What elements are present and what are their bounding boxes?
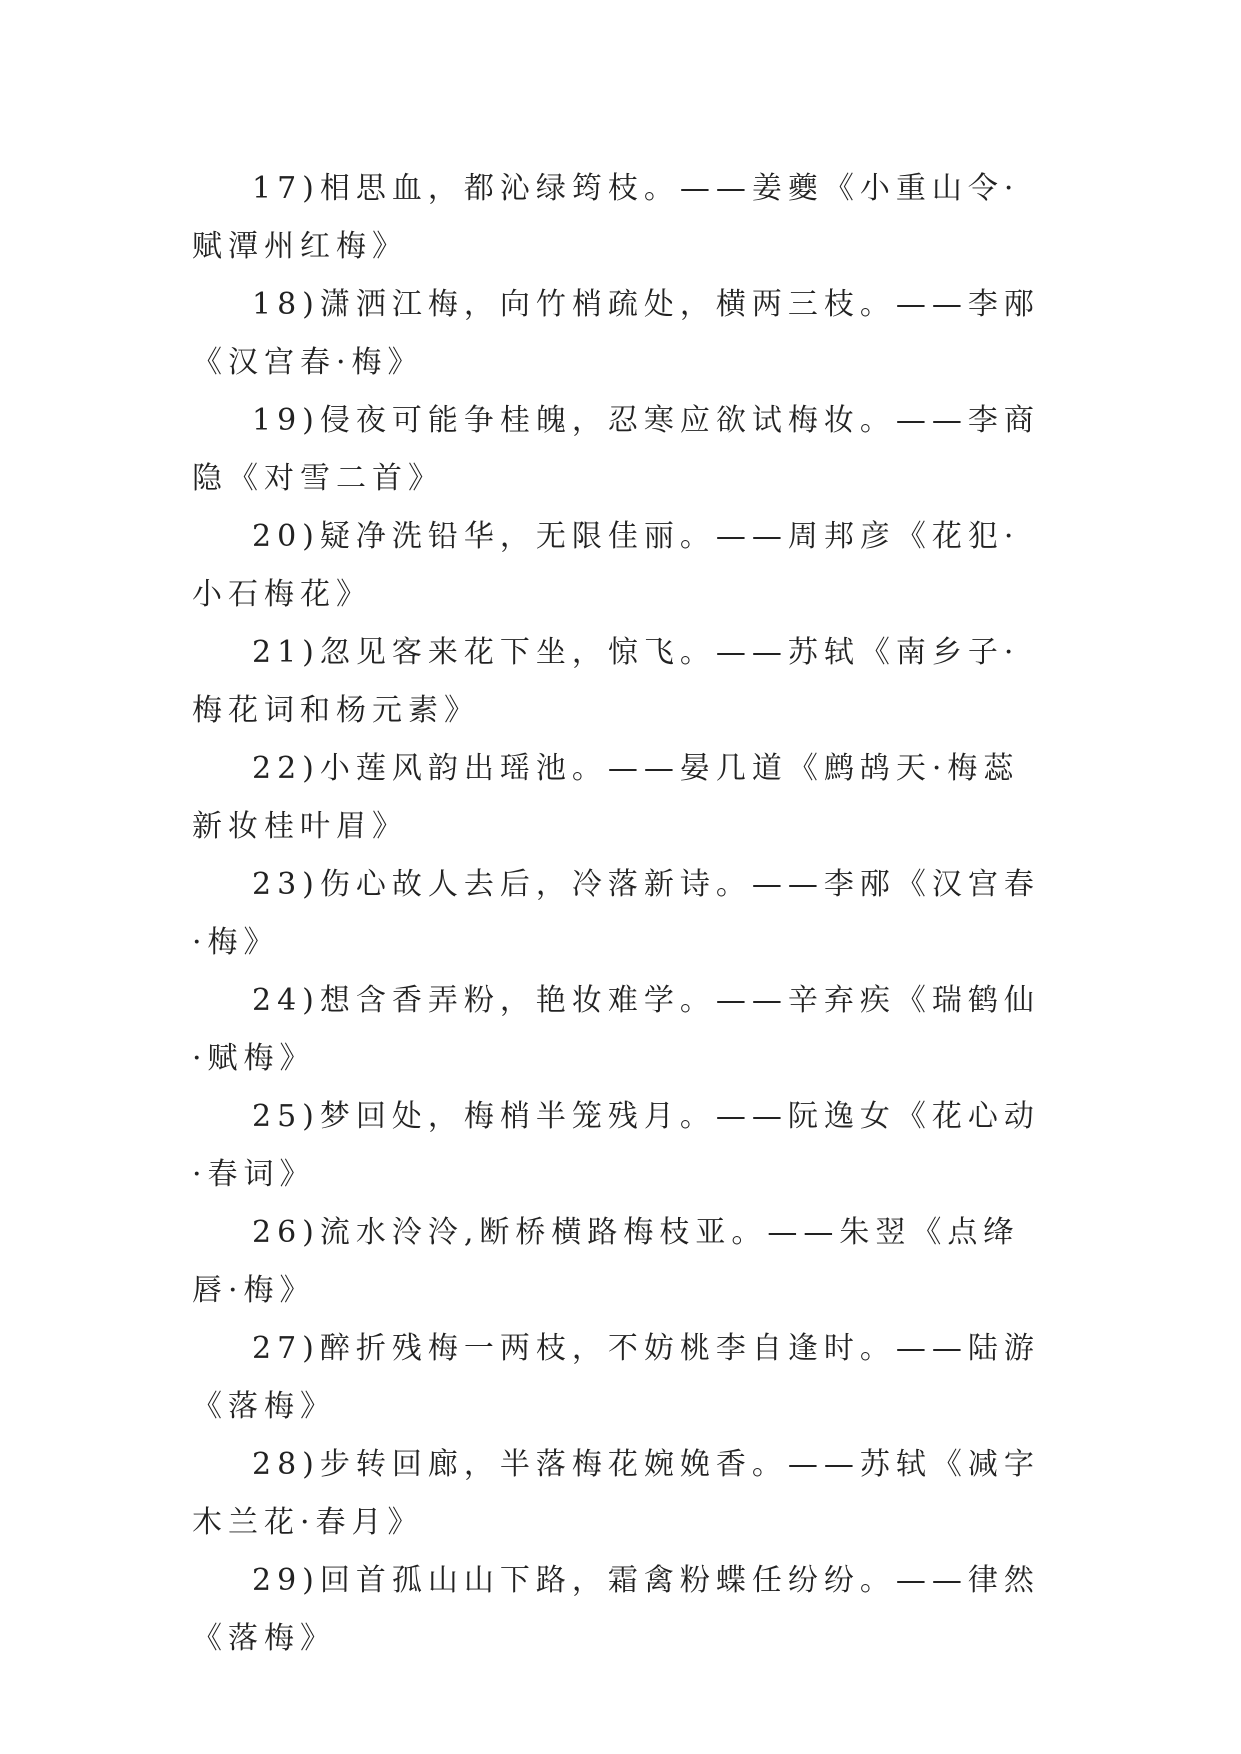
- entry-line-1: 18)潇洒江梅，向竹梢疏处，横两三枝。——李邴《汉: [192, 287, 1040, 380]
- entry-line-2: 词》: [243, 1157, 316, 1192]
- poem-list: [192, 160, 1052, 1668]
- entry-line-2: 词和杨元素》: [264, 693, 480, 728]
- entry-line-2: 梅》: [243, 1041, 316, 1076]
- poem-entry-24: [192, 972, 1052, 1088]
- entry-line-1: 28)步转回廊，半落梅花婉娩香。——苏轼《减字木兰: [192, 1447, 1040, 1540]
- entry-line-1: 23)伤心故人去后，冷落新诗。——李邴《汉宫春·梅》: [192, 867, 1040, 960]
- entry-line-1: 25)梦回处，梅梢半笼残月。——阮逸女《花心动·春: [192, 1099, 1040, 1192]
- entry-line-1: 26)流水泠泠,断桥横路梅枝亚。——朱翌《点绛唇·梅》: [192, 1215, 1020, 1308]
- poem-entry-20: [192, 508, 1052, 624]
- entry-line-1: 24)想含香弄粉，艳妆难学。——辛弃疾《瑞鹤仙·赋: [192, 983, 1040, 1076]
- entry-line-1: 20)疑净洗铅华，无限佳丽。——周邦彦《花犯·小石: [192, 519, 1020, 612]
- poem-entry-28: [192, 1436, 1052, 1552]
- entry-line-2: 州红梅》: [264, 229, 408, 264]
- entry-line-2: 雪二首》: [300, 461, 444, 496]
- entry-line-2: 梅花》: [264, 577, 372, 612]
- entry-line-1: 27)醉折残梅一两枝，不妨桃李自逢时。——陆游《落: [192, 1331, 1040, 1424]
- poem-entry-17: [192, 160, 1052, 276]
- entry-line-2: 桂叶眉》: [264, 809, 408, 844]
- entry-line-1: 29)回首孤山山下路，霜禽粉蝶任纷纷。——律然《落: [192, 1563, 1040, 1656]
- poem-entry-18: [192, 276, 1052, 392]
- entry-line-1: 22)小莲风韵出瑶池。——晏几道《鹧鸪天·梅蕊新妆: [192, 751, 1020, 844]
- poem-entry-19: [192, 392, 1052, 508]
- entry-line-2: 梅》: [264, 1389, 336, 1424]
- entry-line-2: 梅》: [264, 1621, 336, 1656]
- poem-entry-22: [192, 740, 1052, 856]
- entry-line-1: 21)忽见客来花下坐，惊飞。——苏轼《南乡子·梅花: [192, 635, 1020, 728]
- poem-entry-21: [192, 624, 1052, 740]
- entry-line-2: 宫春·梅》: [264, 345, 424, 380]
- poem-entry-27: [192, 1320, 1052, 1436]
- entry-line-2: 花·春月》: [264, 1505, 424, 1540]
- entry-line-1: 17)相思血，都沁绿筠枝。——姜夔《小重山令·赋潭: [192, 171, 1020, 264]
- poem-entry-29: [192, 1552, 1052, 1668]
- poem-entry-26: [192, 1204, 1052, 1320]
- poem-entry-23: [192, 856, 1052, 972]
- poem-entry-25: [192, 1088, 1052, 1204]
- entry-line-1: 19)侵夜可能争桂魄，忍寒应欲试梅妆。——李商隐《对: [192, 403, 1040, 496]
